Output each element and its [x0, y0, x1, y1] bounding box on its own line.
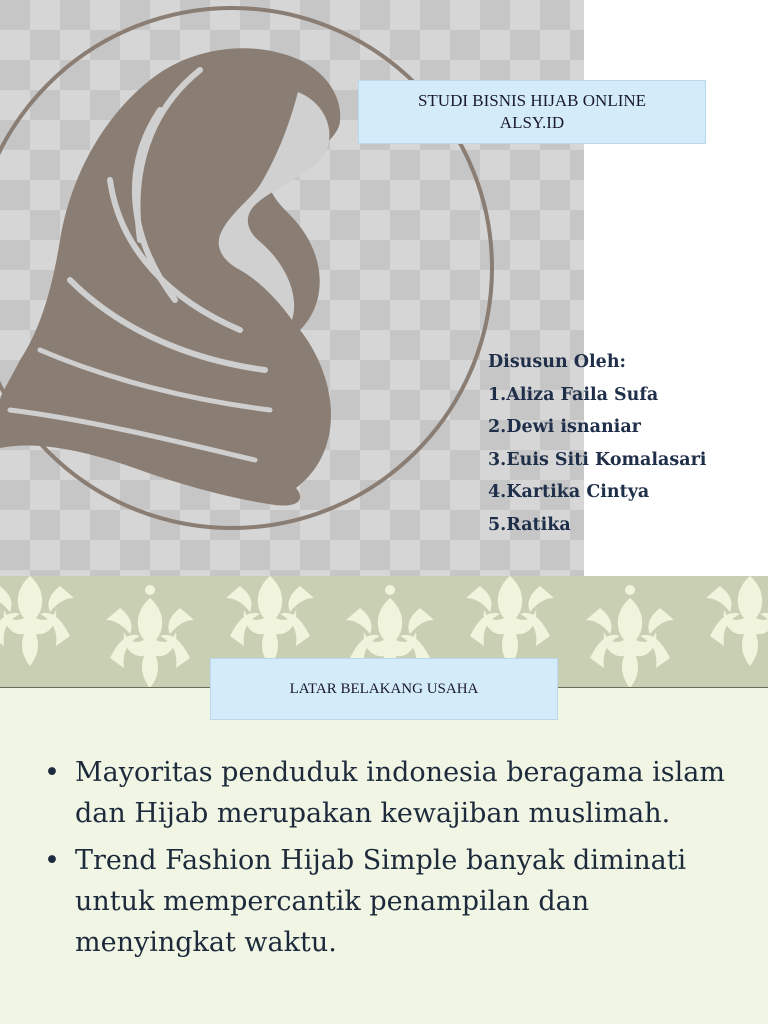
slide-title-line1: STUDI BISNIS HIJAB ONLINE	[417, 91, 647, 110]
section-title-box	[210, 658, 558, 720]
bullet-text: Trend Fashion Hijab Simple banyak diminati untuk mempercantik penampilan dan menyingkat waktu.	[75, 845, 687, 958]
author-item: 5.Ratika	[488, 514, 571, 535]
list-item	[44, 752, 744, 834]
author-item: 2.Dewi isnaniar	[488, 417, 641, 437]
author-item: 4.Kartika Cintya	[488, 482, 650, 502]
author-item: 3.Euis Siti Komalasari	[488, 449, 707, 470]
author-item: 1.Aliza Faila Sufa	[488, 384, 659, 405]
bullet-dot-icon: •	[44, 757, 60, 788]
bullet-dot-icon: •	[44, 845, 60, 876]
slide-title-line2: ALSY.ID	[499, 113, 565, 132]
section-title: LATAR BELAKANG USAHA	[289, 680, 479, 697]
bullet-list	[44, 752, 744, 969]
slide-title-box	[358, 80, 706, 144]
bullet-text: Mayoritas penduduk indonesia beragama islam dan Hijab merupakan kewajiban muslimah.	[75, 757, 725, 829]
background-slide	[0, 576, 768, 1024]
list-item	[44, 840, 744, 963]
authors-heading: Disusun Oleh:	[488, 352, 627, 372]
author-list	[488, 346, 706, 541]
